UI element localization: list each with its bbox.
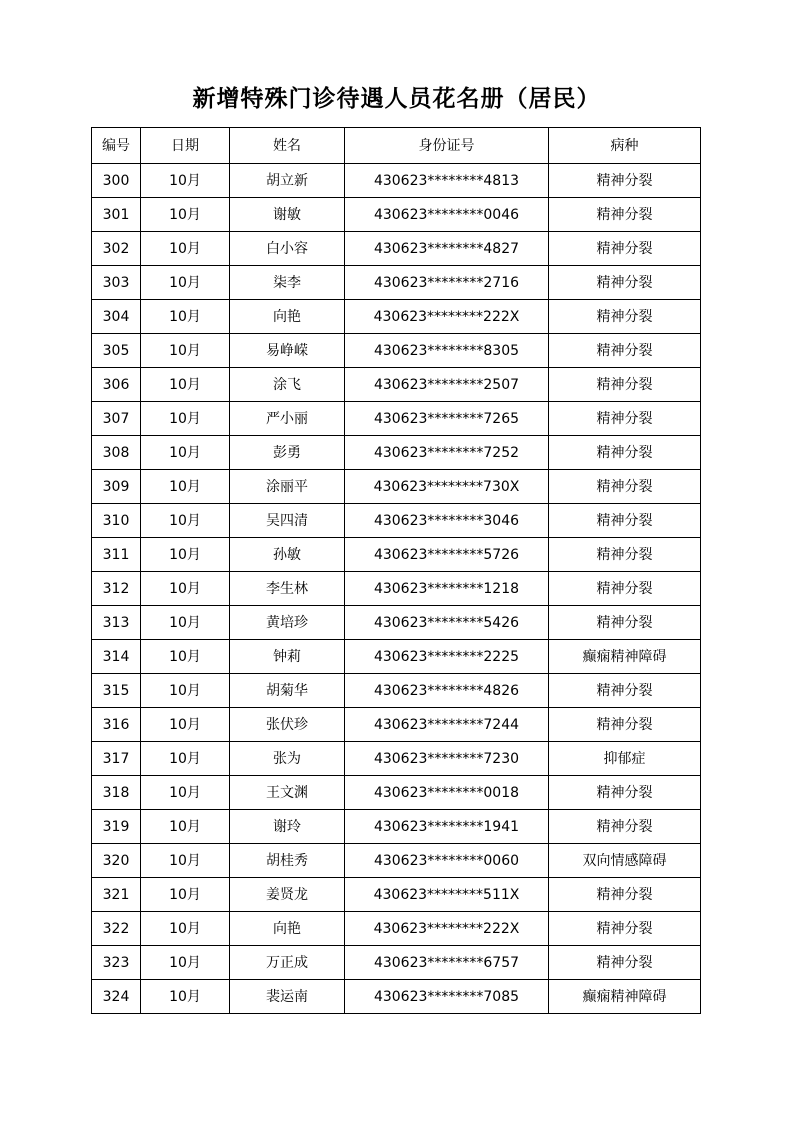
cell-date: 10月 <box>141 606 230 640</box>
table-row <box>92 300 701 334</box>
cell-id-number: 430623********2225 <box>345 640 549 674</box>
cell-name: 张伏珍 <box>230 708 345 742</box>
cell-name: 柒李 <box>230 266 345 300</box>
cell-name: 裴运南 <box>230 980 345 1014</box>
header-disease: 病种 <box>549 128 701 164</box>
table-row <box>92 640 701 674</box>
cell-disease: 精神分裂 <box>549 912 701 946</box>
cell-date: 10月 <box>141 674 230 708</box>
cell-disease: 精神分裂 <box>549 878 701 912</box>
cell-date: 10月 <box>141 504 230 538</box>
cell-id-number: 430623********5426 <box>345 606 549 640</box>
cell-id-number: 430623********222X <box>345 300 549 334</box>
cell-name: 钟莉 <box>230 640 345 674</box>
table-row <box>92 708 701 742</box>
cell-date: 10月 <box>141 334 230 368</box>
cell-disease: 精神分裂 <box>549 334 701 368</box>
cell-number: 302 <box>92 232 141 266</box>
cell-date: 10月 <box>141 640 230 674</box>
cell-date: 10月 <box>141 912 230 946</box>
cell-id-number: 430623********511X <box>345 878 549 912</box>
table-row <box>92 266 701 300</box>
cell-number: 300 <box>92 164 141 198</box>
cell-date: 10月 <box>141 300 230 334</box>
table-row <box>92 334 701 368</box>
cell-id-number: 430623********0046 <box>345 198 549 232</box>
cell-date: 10月 <box>141 708 230 742</box>
cell-name: 胡立新 <box>230 164 345 198</box>
cell-id-number: 430623********3046 <box>345 504 549 538</box>
table-row <box>92 470 701 504</box>
cell-date: 10月 <box>141 742 230 776</box>
cell-date: 10月 <box>141 164 230 198</box>
cell-id-number: 430623********7085 <box>345 980 549 1014</box>
cell-id-number: 430623********0060 <box>345 844 549 878</box>
cell-date: 10月 <box>141 844 230 878</box>
cell-number: 312 <box>92 572 141 606</box>
table-body <box>92 164 701 1014</box>
cell-name: 严小丽 <box>230 402 345 436</box>
cell-number: 313 <box>92 606 141 640</box>
cell-disease: 精神分裂 <box>549 300 701 334</box>
cell-number: 320 <box>92 844 141 878</box>
roster-table <box>91 127 701 1014</box>
cell-disease: 精神分裂 <box>549 674 701 708</box>
cell-number: 324 <box>92 980 141 1014</box>
cell-id-number: 430623********4826 <box>345 674 549 708</box>
header-id-number: 身份证号 <box>345 128 549 164</box>
cell-number: 316 <box>92 708 141 742</box>
cell-date: 10月 <box>141 232 230 266</box>
cell-disease: 精神分裂 <box>549 504 701 538</box>
cell-date: 10月 <box>141 572 230 606</box>
table-row <box>92 674 701 708</box>
table-row <box>92 572 701 606</box>
cell-date: 10月 <box>141 878 230 912</box>
cell-disease: 精神分裂 <box>549 368 701 402</box>
cell-date: 10月 <box>141 266 230 300</box>
cell-name: 王文渊 <box>230 776 345 810</box>
cell-date: 10月 <box>141 538 230 572</box>
cell-id-number: 430623********7265 <box>345 402 549 436</box>
cell-id-number: 430623********222X <box>345 912 549 946</box>
header-number: 编号 <box>92 128 141 164</box>
cell-number: 308 <box>92 436 141 470</box>
table-row <box>92 742 701 776</box>
cell-id-number: 430623********5726 <box>345 538 549 572</box>
cell-number: 317 <box>92 742 141 776</box>
cell-number: 319 <box>92 810 141 844</box>
cell-name: 白小容 <box>230 232 345 266</box>
cell-date: 10月 <box>141 470 230 504</box>
cell-disease: 精神分裂 <box>549 436 701 470</box>
cell-date: 10月 <box>141 368 230 402</box>
cell-id-number: 430623********7244 <box>345 708 549 742</box>
cell-id-number: 430623********1218 <box>345 572 549 606</box>
cell-name: 张为 <box>230 742 345 776</box>
table-row <box>92 402 701 436</box>
cell-id-number: 430623********4813 <box>345 164 549 198</box>
cell-number: 301 <box>92 198 141 232</box>
cell-name: 胡桂秀 <box>230 844 345 878</box>
cell-disease: 精神分裂 <box>549 402 701 436</box>
cell-disease: 精神分裂 <box>549 776 701 810</box>
cell-name: 向艳 <box>230 300 345 334</box>
cell-disease: 精神分裂 <box>549 708 701 742</box>
cell-disease: 精神分裂 <box>549 538 701 572</box>
cell-name: 姜贤龙 <box>230 878 345 912</box>
cell-disease: 精神分裂 <box>549 164 701 198</box>
cell-id-number: 430623********8305 <box>345 334 549 368</box>
table-row <box>92 946 701 980</box>
table-row <box>92 606 701 640</box>
table-row <box>92 232 701 266</box>
cell-date: 10月 <box>141 810 230 844</box>
cell-disease: 抑郁症 <box>549 742 701 776</box>
cell-name: 彭勇 <box>230 436 345 470</box>
cell-id-number: 430623********1941 <box>345 810 549 844</box>
cell-name: 吴四清 <box>230 504 345 538</box>
cell-number: 305 <box>92 334 141 368</box>
cell-name: 谢玲 <box>230 810 345 844</box>
cell-name: 孙敏 <box>230 538 345 572</box>
cell-name: 黄培珍 <box>230 606 345 640</box>
header-date: 日期 <box>141 128 230 164</box>
cell-id-number: 430623********730X <box>345 470 549 504</box>
cell-date: 10月 <box>141 980 230 1014</box>
cell-number: 307 <box>92 402 141 436</box>
cell-date: 10月 <box>141 402 230 436</box>
cell-disease: 精神分裂 <box>549 572 701 606</box>
cell-disease: 精神分裂 <box>549 810 701 844</box>
cell-number: 318 <box>92 776 141 810</box>
cell-disease: 精神分裂 <box>549 198 701 232</box>
cell-number: 322 <box>92 912 141 946</box>
table-row <box>92 164 701 198</box>
document-title: 新增特殊门诊待遇人员花名册（居民） <box>192 85 601 112</box>
table-row <box>92 912 701 946</box>
cell-disease: 癫痫精神障碍 <box>549 640 701 674</box>
cell-number: 311 <box>92 538 141 572</box>
table-row <box>92 980 701 1014</box>
cell-number: 310 <box>92 504 141 538</box>
cell-number: 309 <box>92 470 141 504</box>
cell-id-number: 430623********7230 <box>345 742 549 776</box>
cell-disease: 双向情感障碍 <box>549 844 701 878</box>
cell-name: 胡菊华 <box>230 674 345 708</box>
cell-name: 涂丽平 <box>230 470 345 504</box>
cell-date: 10月 <box>141 946 230 980</box>
table-row <box>92 810 701 844</box>
cell-id-number: 430623********4827 <box>345 232 549 266</box>
cell-number: 304 <box>92 300 141 334</box>
cell-number: 303 <box>92 266 141 300</box>
cell-number: 323 <box>92 946 141 980</box>
cell-date: 10月 <box>141 436 230 470</box>
table-row <box>92 538 701 572</box>
cell-name: 涂飞 <box>230 368 345 402</box>
table-row <box>92 844 701 878</box>
cell-number: 306 <box>92 368 141 402</box>
cell-id-number: 430623********0018 <box>345 776 549 810</box>
cell-disease: 癫痫精神障碍 <box>549 980 701 1014</box>
cell-disease: 精神分裂 <box>549 470 701 504</box>
cell-id-number: 430623********2507 <box>345 368 549 402</box>
table-header <box>92 128 701 164</box>
table-row <box>92 436 701 470</box>
cell-name: 向艳 <box>230 912 345 946</box>
cell-id-number: 430623********2716 <box>345 266 549 300</box>
cell-id-number: 430623********6757 <box>345 946 549 980</box>
cell-date: 10月 <box>141 198 230 232</box>
cell-name: 李生林 <box>230 572 345 606</box>
header-name: 姓名 <box>230 128 345 164</box>
cell-name: 谢敏 <box>230 198 345 232</box>
table-row <box>92 878 701 912</box>
cell-disease: 精神分裂 <box>549 232 701 266</box>
table-row <box>92 198 701 232</box>
cell-number: 314 <box>92 640 141 674</box>
cell-disease: 精神分裂 <box>549 946 701 980</box>
table-row <box>92 504 701 538</box>
cell-number: 321 <box>92 878 141 912</box>
table-row <box>92 368 701 402</box>
header-row <box>92 128 701 164</box>
cell-id-number: 430623********7252 <box>345 436 549 470</box>
cell-disease: 精神分裂 <box>549 606 701 640</box>
cell-date: 10月 <box>141 776 230 810</box>
cell-number: 315 <box>92 674 141 708</box>
table-row <box>92 776 701 810</box>
cell-disease: 精神分裂 <box>549 266 701 300</box>
cell-name: 万正成 <box>230 946 345 980</box>
cell-name: 易峥嵘 <box>230 334 345 368</box>
